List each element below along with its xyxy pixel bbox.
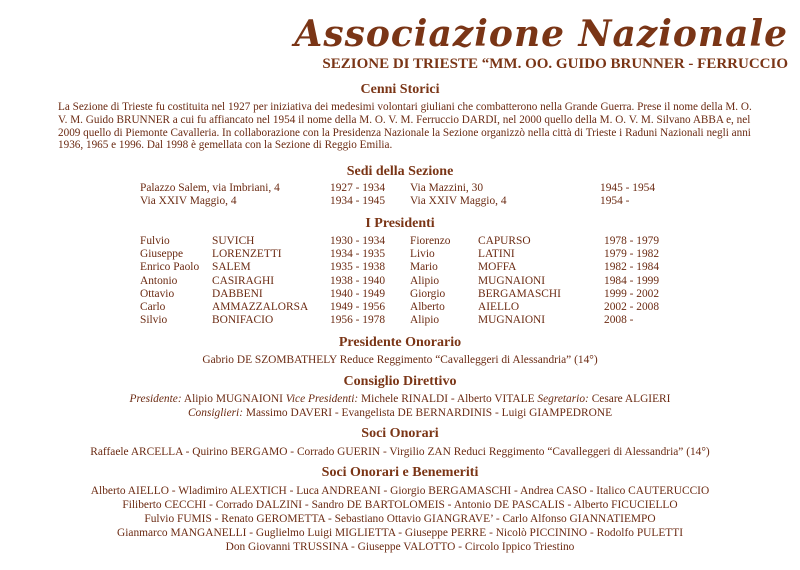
- president-years: 1940 - 1949: [330, 287, 386, 300]
- president-years: 1956 - 1978: [330, 314, 386, 327]
- consiglio-line-2: [0, 406, 800, 420]
- president-years: 1934 - 1935: [330, 248, 386, 261]
- president-first-name: Mario: [410, 261, 438, 274]
- president-surname: CASIRAGHI: [212, 274, 275, 287]
- president-surname: CAPURSO: [478, 235, 531, 247]
- president-surname: LORENZETTI: [212, 248, 282, 261]
- president-first-name: Enrico Paolo: [140, 261, 200, 274]
- presidente-value: Alipio MUGNAIONI: [181, 393, 286, 405]
- table-row: [0, 261, 800, 274]
- president-surname: AIELLO: [478, 300, 520, 313]
- sedi-table: [0, 182, 800, 208]
- vice-label: Vice Presidenti:: [285, 393, 359, 405]
- benemeriti-line: Alberto AIELLO - Wladimiro ALEXTICH - Luca ANDREANI - Giorgio BERGAMASCHI - Andrea CASO - Italico CAUTERUCCIO: [90, 485, 710, 497]
- table-row: [0, 275, 800, 288]
- president-first-name: Fulvio: [140, 235, 170, 247]
- president-years: 2002 - 2008: [604, 300, 660, 313]
- benemeriti-line: Gianmarco MANGANELLI - Guglielmo Luigi MIGLIETTA - Giuseppe PERRE - Nicolò PICCININO - Rodolfo PULETTI: [117, 527, 683, 539]
- president-first-name: Antonio: [140, 274, 178, 287]
- table-row: [0, 301, 800, 314]
- president-years: 2008 -: [604, 314, 634, 327]
- table-row: [0, 195, 800, 208]
- president-first-name: Alipio: [410, 314, 440, 327]
- benemeriti-line: Fulvio FUMIS - Renato GEROMETTA - Sebastiano Ottavio GIANGRAVE’ - Carlo Alfonso GIANNATIEMPO: [144, 513, 656, 525]
- sedi-years: 1927 - 1934: [330, 182, 386, 194]
- president-surname: BERGAMASCHI: [478, 287, 561, 300]
- president-years: 1949 - 1956: [330, 300, 386, 313]
- president-surname: AMMAZZALORSA: [212, 300, 309, 313]
- president-first-name: Livio: [410, 248, 435, 261]
- consiglieri-label: Consiglieri:: [187, 407, 244, 419]
- consiglio-line-1: [0, 392, 800, 406]
- president-years: 1935 - 1938: [330, 261, 386, 274]
- president-first-name: Giuseppe: [140, 248, 184, 261]
- president-years: 1938 - 1940: [330, 274, 386, 287]
- president-surname: SALEM: [212, 261, 251, 274]
- presidente-onorario-text: Gabrio DE SZOMBATHELY Reduce Reggimento “Cavalleggeri di Alessandria” (14°): [202, 354, 598, 366]
- president-surname: LATINI: [478, 248, 515, 261]
- president-first-name: Silvio: [140, 314, 168, 327]
- segretario-value: Cesare ALGIERI: [588, 393, 671, 405]
- table-row: [0, 248, 800, 261]
- president-surname: DABBENI: [212, 287, 263, 300]
- presidenti-table: [0, 235, 800, 327]
- heading-cenni-storici: Cenni Storici: [360, 82, 440, 97]
- sedi-years: 1954 -: [600, 195, 630, 208]
- president-years: 1999 - 2002: [604, 287, 660, 300]
- president-surname: MUGNAIONI: [478, 274, 546, 287]
- heading-soci-benemeriti: Soci Onorari e Benemeriti: [321, 465, 479, 480]
- consiglieri-value: Massimo DAVERI - Evangelista DE BERNARDINIS - Luigi GIAMPEDRONE: [243, 407, 613, 419]
- president-first-name: Giorgio: [410, 287, 446, 300]
- table-row: [0, 235, 800, 248]
- heading-presidente-onorario: Presidente Onorario: [338, 335, 462, 350]
- president-first-name: Ottavio: [140, 287, 175, 300]
- president-years: 1979 - 1982: [604, 248, 660, 261]
- sedi-address: Palazzo Salem, via Imbriani, 4: [140, 182, 280, 194]
- section-subtitle: SEZIONE DI TRIESTE “MM. OO. GUIDO BRUNNER - FERRUCCIO: [322, 56, 788, 72]
- vice-value: Michele RINALDI - Alberto VITALE: [358, 393, 538, 405]
- sedi-address: Via XXIV Maggio, 4: [140, 195, 237, 208]
- benemeriti-line: Don Giovanni TRUSSINA - Giuseppe VALOTTO - Circolo Ippico Triestino: [225, 541, 575, 553]
- president-surname: MUGNAIONI: [478, 314, 546, 327]
- president-surname: BONIFACIO: [212, 314, 274, 327]
- table-row: [0, 288, 800, 301]
- page-title: Associazione Nazionale: [294, 13, 788, 55]
- heading-sedi: Sedi della Sezione: [346, 164, 454, 179]
- sedi-address: Via XXIV Maggio, 4: [410, 195, 507, 208]
- presidente-label: Presidente:: [129, 393, 182, 405]
- president-first-name: Alipio: [410, 274, 440, 287]
- heading-consiglio-direttivo: Consiglio Direttivo: [343, 374, 457, 389]
- heading-presidenti: I Presidenti: [365, 216, 435, 231]
- president-years: 1982 - 1984: [604, 261, 660, 274]
- soci-onorari-text: Raffaele ARCELLA - Quirino BERGAMO - Corrado GUERIN - Virgilio ZAN Reduci Reggimento “Cavalleggeri di Alessandria” (14°): [90, 446, 710, 458]
- table-row: [0, 314, 800, 327]
- segretario-label: Segretario:: [537, 393, 589, 405]
- sedi-address: Via Mazzini, 30: [410, 182, 484, 194]
- president-first-name: Alberto: [410, 300, 445, 313]
- cenni-storici-text: La Sezione di Trieste fu costituita nel 1927 per iniziativa dei medesimi volontari giuliani che combatterono nella Grande Guerra. Prese il nome della M. O. V. M. Guido BRUNNER a cui fu affiancato nel 1954 il nome della M. O. V. M. Ferruccio DARDI, nel 2000 quello della M. O. V. M. Silvano ABBA e, nel 2009 quello di Piemonte Cavalleria. In collaborazione con la Presidenza Nazionale la Sezione organizzò nella città di Trieste i Raduni Nazionali negli anni 1936, 1965 e 1996. Dal 1998 è gemellata con la Sezione di Reggio Emilia.: [58, 101, 752, 152]
- president-surname: MOFFA: [478, 261, 517, 274]
- sedi-years: 1934 - 1945: [330, 195, 386, 208]
- president-surname: SUVICH: [212, 235, 255, 247]
- president-years: 1984 - 1999: [604, 274, 660, 287]
- president-first-name: Carlo: [140, 300, 166, 313]
- heading-soci-onorari: Soci Onorari: [361, 426, 439, 441]
- president-years: 1930 - 1934: [330, 235, 386, 247]
- table-row: [0, 182, 800, 195]
- president-years: 1978 - 1979: [604, 235, 660, 247]
- benemeriti-line: Filiberto CECCHI - Corrado DALZINI - Sandro DE BARTOLOMEIS - Antonio DE PASCALIS - Alberto FICUCIELLO: [122, 499, 678, 511]
- sedi-years: 1945 - 1954: [600, 182, 656, 194]
- president-first-name: Fiorenzo: [410, 235, 451, 247]
